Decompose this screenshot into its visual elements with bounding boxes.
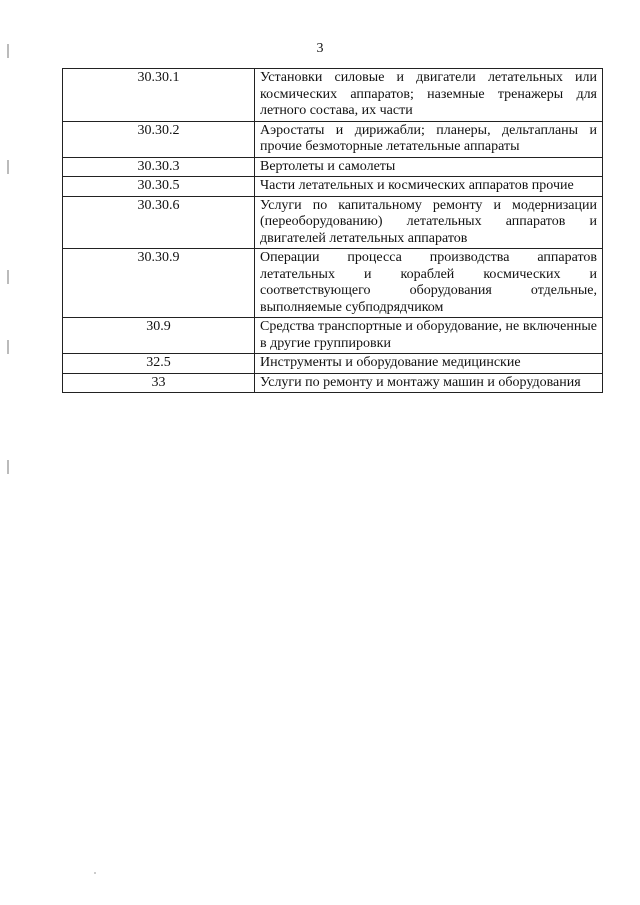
code-cell: 30.9: [63, 318, 255, 354]
description-cell: Средства транспортные и оборудование, не включенные в другие группировки: [255, 318, 603, 354]
code-cell: 30.30.6: [63, 196, 255, 249]
code-cell: 30.30.9: [63, 249, 255, 318]
code-cell: 30.30.5: [63, 177, 255, 197]
description-cell: Вертолеты и самолеты: [255, 157, 603, 177]
code-cell: 33: [63, 373, 255, 393]
description-cell: Услуги по капитальному ремонту и модернизации (переоборудованию) летательных аппаратов и двигателей летательных аппаратов: [255, 196, 603, 249]
table-row: [63, 177, 603, 197]
table-row: [63, 157, 603, 177]
okpd-codes-table: [62, 68, 603, 393]
table-row: [63, 318, 603, 354]
page-number: 3: [316, 41, 324, 56]
description-cell: Аэростаты и дирижабли; планеры, дельтапланы и прочие безмоторные летательные аппараты: [255, 121, 603, 157]
table-row: [63, 69, 603, 122]
code-cell: 32.5: [63, 354, 255, 374]
description-cell: Установки силовые и двигатели летательных или космических аппаратов; наземные тренажеры для летного состава, их части: [255, 69, 603, 122]
scan-edge-marks: [7, 40, 9, 480]
table-row: [63, 354, 603, 374]
description-cell: Операции процесса производства аппаратов летательных и кораблей космических и соответствующего оборудования отдельные, выполняемые субподрядчиком: [255, 249, 603, 318]
code-cell: 30.30.2: [63, 121, 255, 157]
code-cell: 30.30.1: [63, 69, 255, 122]
description-cell: Части летательных и космических аппаратов прочие: [255, 177, 603, 197]
table-row: [63, 196, 603, 249]
table-row: [63, 121, 603, 157]
table-row: [63, 373, 603, 393]
scan-speck: [94, 872, 96, 874]
description-cell: Инструменты и оборудование медицинские: [255, 354, 603, 374]
table-row: [63, 249, 603, 318]
description-cell: Услуги по ремонту и монтажу машин и оборудования: [255, 373, 603, 393]
code-cell: 30.30.3: [63, 157, 255, 177]
